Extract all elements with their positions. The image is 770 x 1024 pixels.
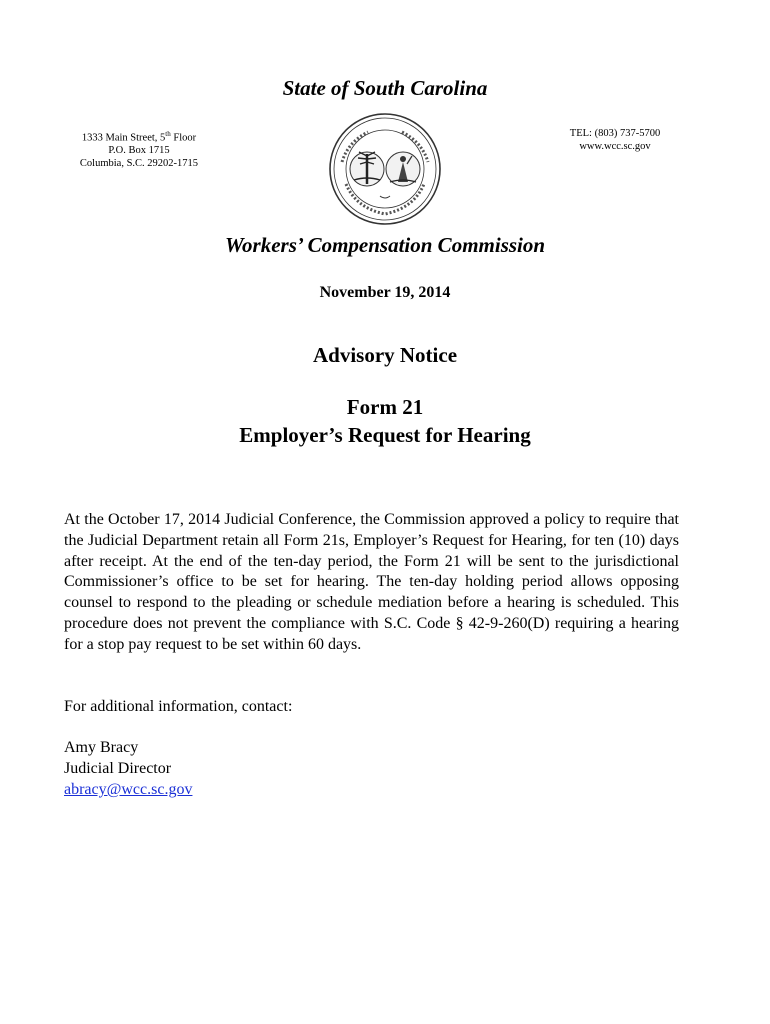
mailing-address bbox=[64, 128, 214, 170]
notice-title: Advisory Notice bbox=[312, 343, 458, 367]
commission-name: Workers’ Compensation Commission bbox=[224, 233, 546, 257]
telephone: TEL: (803) 737-5700 bbox=[569, 128, 661, 139]
form-title: Employer’s Request for Hearing bbox=[239, 423, 531, 447]
state-title: State of South Carolina bbox=[282, 76, 488, 100]
form-number: Form 21 bbox=[346, 395, 424, 419]
contact-title: Judicial Director bbox=[64, 760, 172, 777]
body-paragraph: At the October 17, 2014 Judicial Conference, the Commission approved a policy to require that the Judicial Department retain all Form 21s, Employer’s Request for Hearing, for ten (10) days after receipt. At the end of the ten-day period, the Form 21 will be sent to the jurisdictional Commissioner’s office to be set for hearing. The ten-day holding period allows opposing counsel to respond to the pleading or schedule mediation before a hearing is scheduled. This procedure does not prevent the compliance with S.C. Code § 42-9-260(D) requiring a hearing for a stop pay request to be set within 60 days. bbox=[64, 511, 679, 653]
address-line-2: P.O. Box 1715 bbox=[108, 145, 170, 156]
contact-info bbox=[560, 128, 670, 153]
contact-name: Amy Bracy bbox=[64, 739, 139, 756]
address-line-1: 1333 Main Street, 5th Floor bbox=[81, 130, 197, 144]
additional-info-text: For additional information, contact: bbox=[64, 698, 293, 715]
address-line-3: Columbia, S.C. 29202-1715 bbox=[79, 157, 199, 169]
website: www.wcc.sc.gov bbox=[579, 140, 651, 152]
notice-date: November 19, 2014 bbox=[319, 284, 451, 301]
contact-email-link[interactable]: abracy@wcc.sc.gov bbox=[64, 781, 193, 798]
state-seal-icon bbox=[328, 112, 442, 226]
